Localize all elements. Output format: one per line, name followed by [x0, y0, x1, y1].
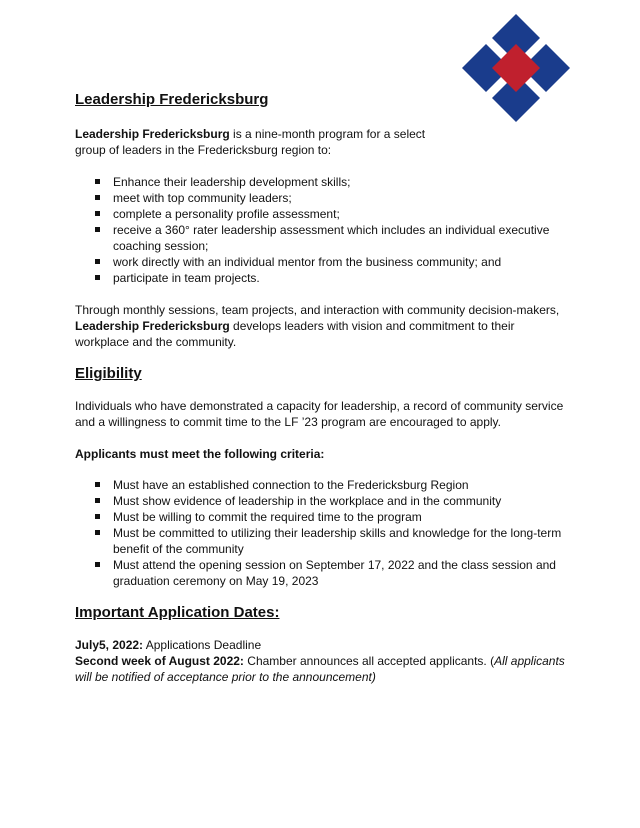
program-name: Leadership Fredericksburg [75, 127, 230, 141]
list-item: Enhance their leadership development skills; [75, 174, 565, 190]
announcement-line: Second week of August 2022: Chamber announces all accepted applicants. (All applicants will be notified of acceptance prior to the announcement) [75, 654, 565, 684]
document-content [75, 90, 565, 685]
closing-paragraph: Through monthly sessions, team projects, and interaction with community decision-makers, Leadership Fredericksburg develops leaders with vision and commitment to their workplace and the community. [75, 303, 560, 349]
criteria-list [75, 477, 565, 589]
list-item: participate in team projects. [75, 270, 565, 286]
list-item: Must be willing to commit the required time to the program [75, 509, 565, 525]
eligibility-paragraph: Individuals who have demonstrated a capacity for leadership, a record of community service and a willingness to commit time to the LF ’23 program are encouraged to apply. [75, 399, 564, 429]
deadline-line: July5, 2022: Applications Deadline [75, 638, 262, 652]
program-name: Leadership Fredericksburg [75, 319, 230, 333]
list-item: work directly with an individual mentor from the business community; and [75, 254, 565, 270]
list-item: receive a 360° rater leadership assessment which includes an individual executive coaching session; [75, 222, 565, 254]
dates-heading: Important Application Dates: [75, 604, 280, 621]
criteria-heading: Applicants must meet the following criteria: [75, 447, 325, 461]
program-benefits-list [75, 174, 565, 286]
list-item: complete a personality profile assessment; [75, 206, 565, 222]
deadline-label: July5, 2022: [75, 638, 144, 652]
eligibility-heading: Eligibility [75, 365, 142, 382]
list-item: Must attend the opening session on September 17, 2022 and the class session and graduation ceremony on May 19, 2023 [75, 557, 565, 589]
announcement-label: Second week of August 2022: [75, 654, 244, 668]
logo-diamond-center [492, 44, 540, 92]
list-item: Must show evidence of leadership in the workplace and in the community [75, 493, 565, 509]
list-item: Must be committed to utilizing their leadership skills and knowledge for the long-term benefit of the community [75, 525, 565, 557]
intro-paragraph: Leadership Fredericksburg is a nine-month program for a select group of leaders in the Fredericksburg region to: [75, 127, 426, 157]
list-item: Must have an established connection to the Fredericksburg Region [75, 477, 565, 493]
intro-heading: Leadership Fredericksburg [75, 91, 269, 108]
list-item: meet with top community leaders; [75, 190, 565, 206]
announcement-note: All applicants will be notified of acceptance prior to the announcement) [75, 654, 565, 684]
